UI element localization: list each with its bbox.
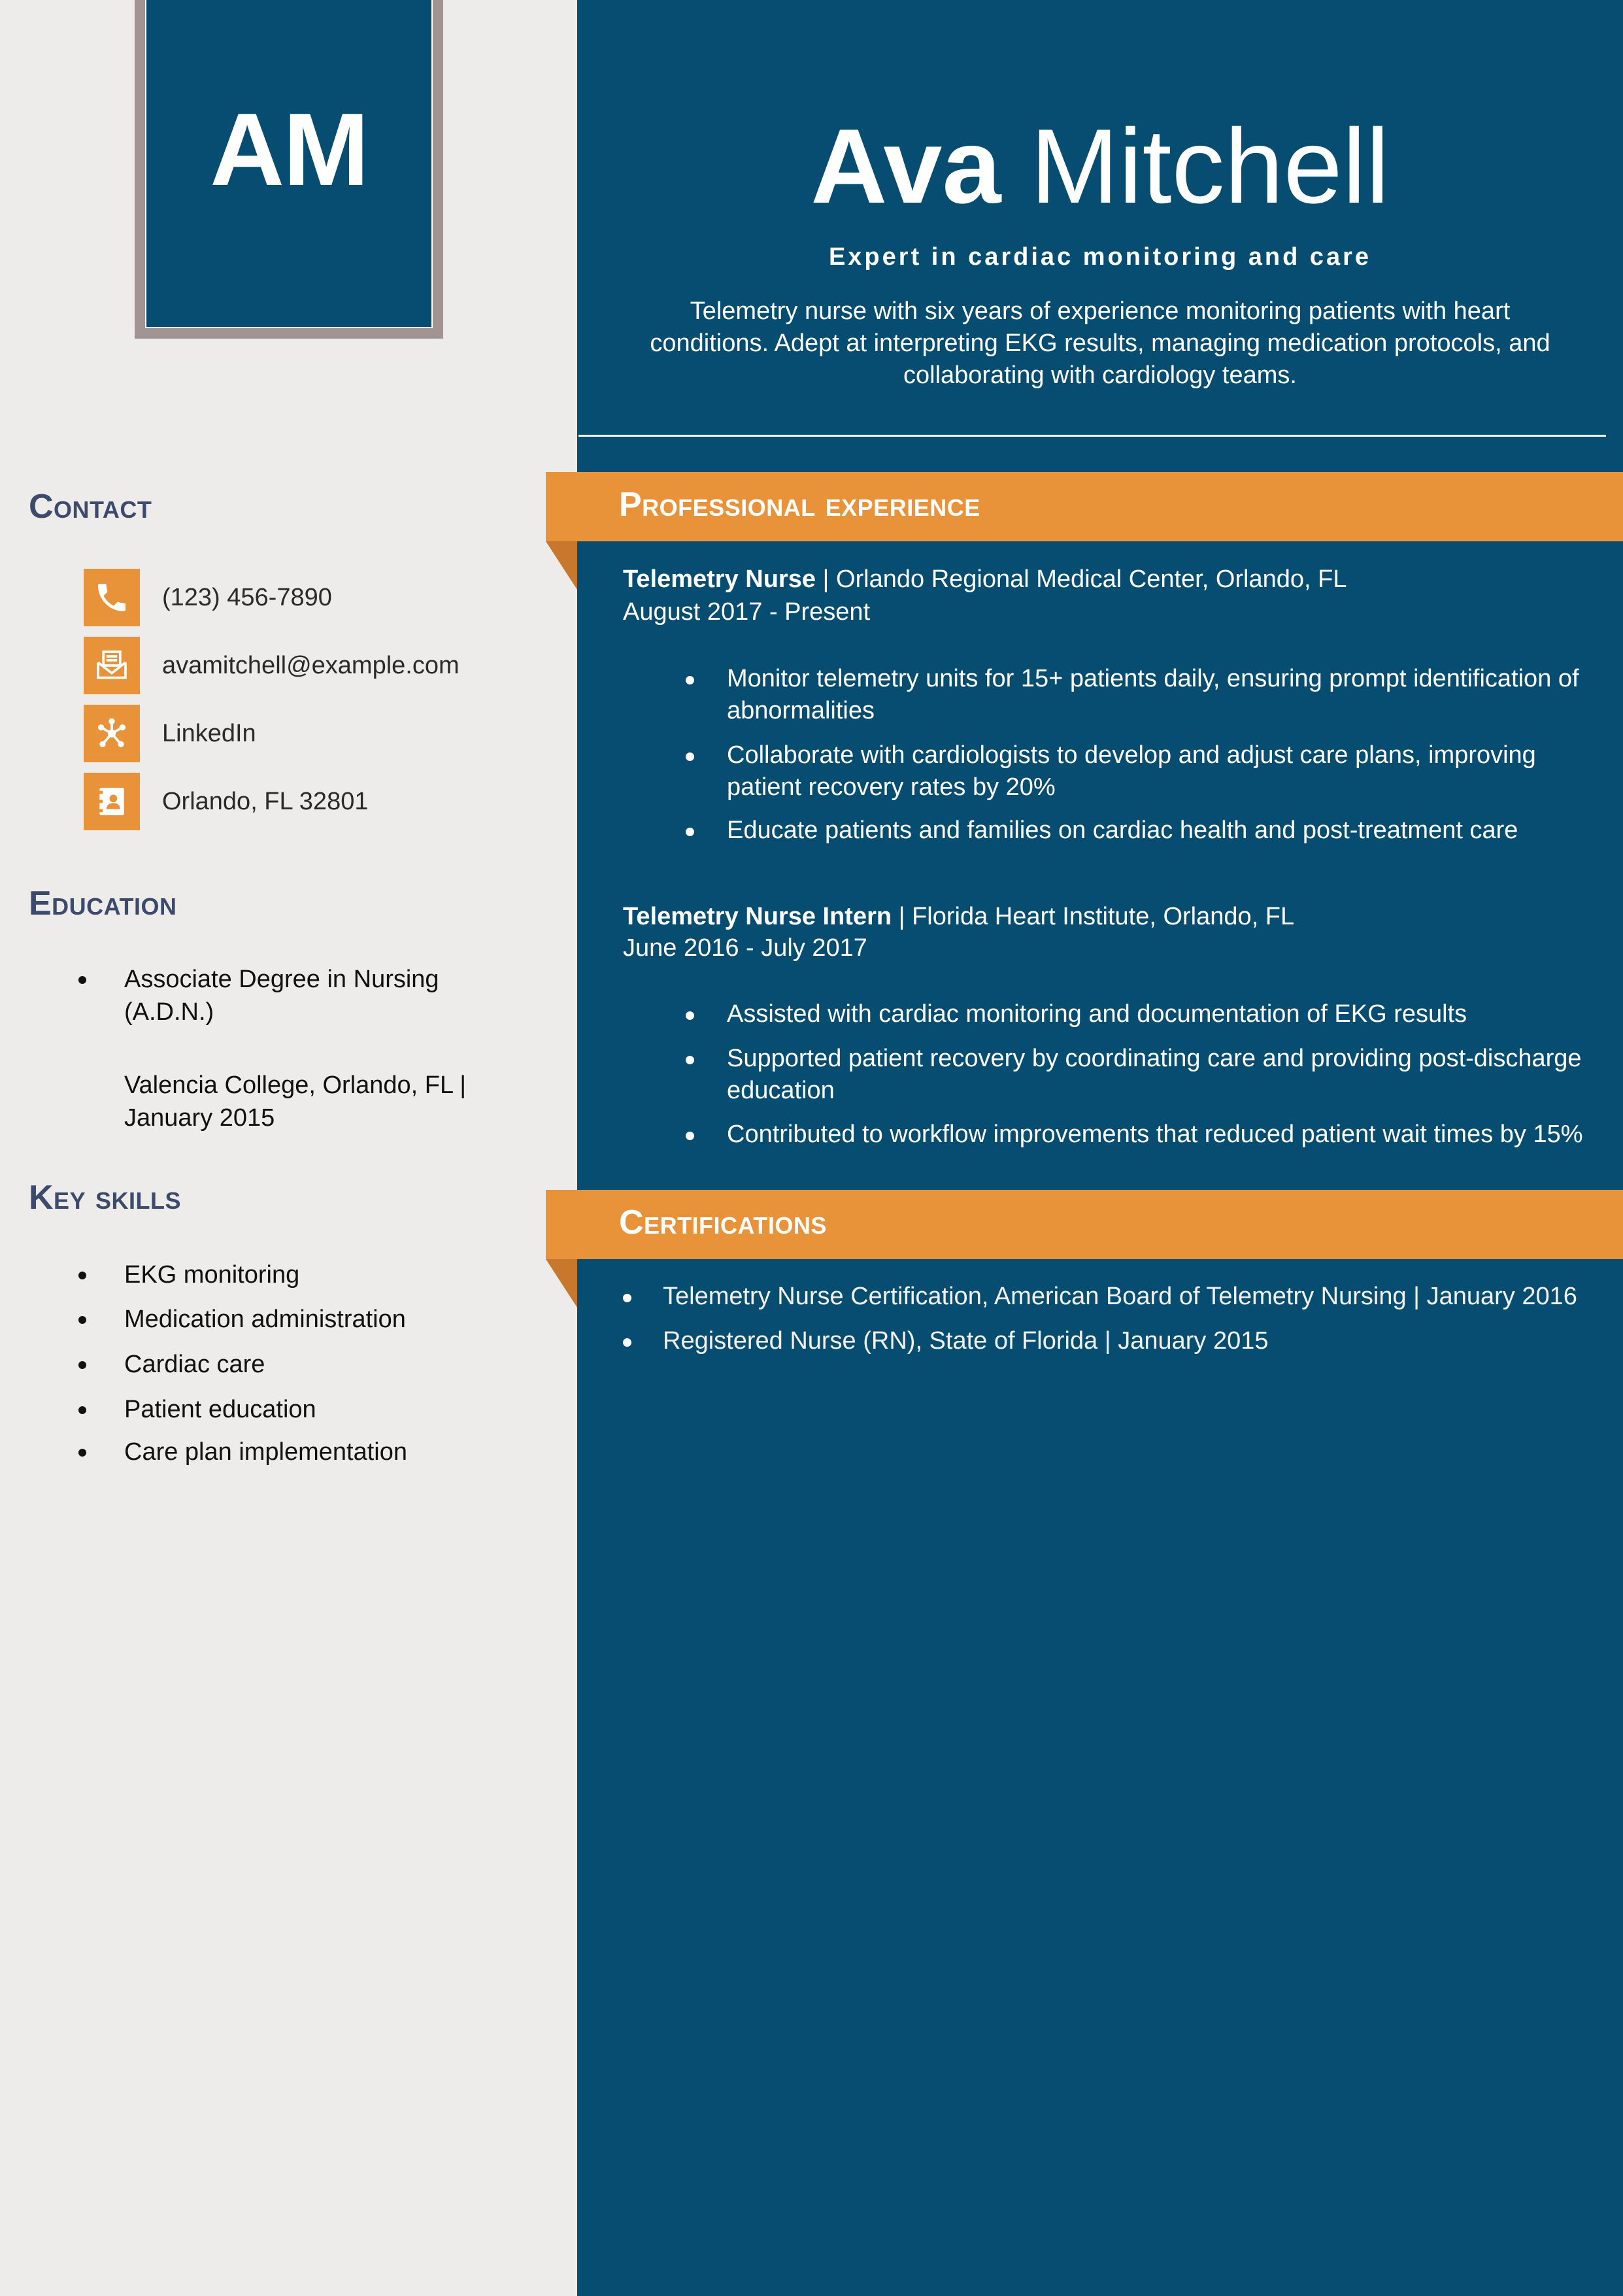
last-name: Mitchell: [1030, 107, 1390, 226]
education-school: Valencia College, Orlando, FL | January 2015: [124, 1072, 467, 1132]
certification-item: Telemetry Nurse Certification, American Board of Telemetry Nursing | January 2016: [620, 1281, 1620, 1313]
job-bullet: Supported patient recovery by coordinating care and providing post-discharge education: [680, 1043, 1608, 1107]
job-dates: August 2017 - Present: [623, 598, 871, 626]
certifications-banner: [546, 1190, 1623, 1259]
contact-location: [84, 773, 368, 830]
job-employer: | Florida Heart Institute, Orlando, FL: [892, 903, 1295, 930]
left-column: [0, 0, 577, 2296]
contact-phone-text: (123) 456-7890: [162, 583, 332, 611]
skill-item: Medication administration: [80, 1303, 406, 1336]
certifications-banner-fold: [546, 1259, 577, 1308]
contact-location-text: Orlando, FL 32801: [162, 787, 369, 815]
contact-email: [84, 637, 460, 694]
skill-item: EKG monitoring: [80, 1258, 299, 1291]
education-heading: Education: [29, 885, 177, 922]
job-title: Telemetry Nurse Intern: [623, 903, 892, 930]
job-bullet: Monitor telemetry units for 15+ patients daily, ensuring prompt identification of abnormalities: [680, 663, 1608, 727]
phone-icon: [84, 569, 140, 626]
contact-email-text: avamitchell@example.com: [162, 651, 460, 679]
contact-linkedin: [84, 705, 256, 762]
certification-item: Registered Nurse (RN), State of Florida | January 2015: [620, 1325, 1620, 1357]
envelope-icon: [84, 637, 140, 694]
education-degree: Associate Degree in Nursing (A.D.N.): [80, 963, 439, 1028]
skill-item: Patient education: [80, 1393, 316, 1426]
network-icon: [84, 705, 140, 762]
job-dates: June 2016 - July 2017: [623, 934, 867, 962]
experience-banner: [546, 472, 1623, 541]
job-bullet: Contributed to workflow improvements that reduced patient wait times by 15%: [680, 1119, 1608, 1151]
header-divider: [578, 435, 1606, 437]
job-bullet: Educate patients and families on cardiac health and post-treatment care: [680, 815, 1608, 847]
contact-phone: [84, 569, 332, 626]
address-book-icon: [84, 773, 140, 830]
candidate-name: [577, 108, 1623, 226]
summary: Telemetry nurse with six years of experience monitoring patients with heart conditions. Adept at interpreting EKG results, managing medication protocols, and collaborating with cardiology teams.: [650, 297, 1550, 389]
experience-banner-fold: [546, 541, 577, 590]
job-employer: | Orlando Regional Medical Center, Orlando, FL: [815, 566, 1347, 593]
contact-heading: Contact: [29, 488, 152, 526]
job-bullet: Collaborate with cardiologists to develop and adjust care plans, improving patient recovery rates by 20%: [680, 739, 1608, 803]
tagline: Expert in cardiac monitoring and care: [828, 243, 1372, 271]
experience-heading: Professional experience: [619, 486, 980, 524]
monogram-frame: [135, 0, 443, 339]
job-title-line: [623, 563, 1347, 596]
skill-item: Care plan implementation: [80, 1436, 407, 1468]
monogram-text: AM: [210, 92, 368, 207]
job-bullet: Assisted with cardiac monitoring and documentation of EKG results: [680, 998, 1608, 1030]
monogram-box: [146, 0, 431, 327]
certifications-heading: Certifications: [619, 1204, 827, 1241]
skill-item: Cardiac care: [80, 1348, 265, 1381]
first-name: Ava: [811, 107, 1001, 226]
job-title-line: [623, 900, 1294, 933]
skills-heading: Key skills: [29, 1179, 182, 1217]
contact-linkedin-text[interactable]: LinkedIn: [162, 719, 256, 747]
job-title: Telemetry Nurse: [623, 566, 816, 593]
